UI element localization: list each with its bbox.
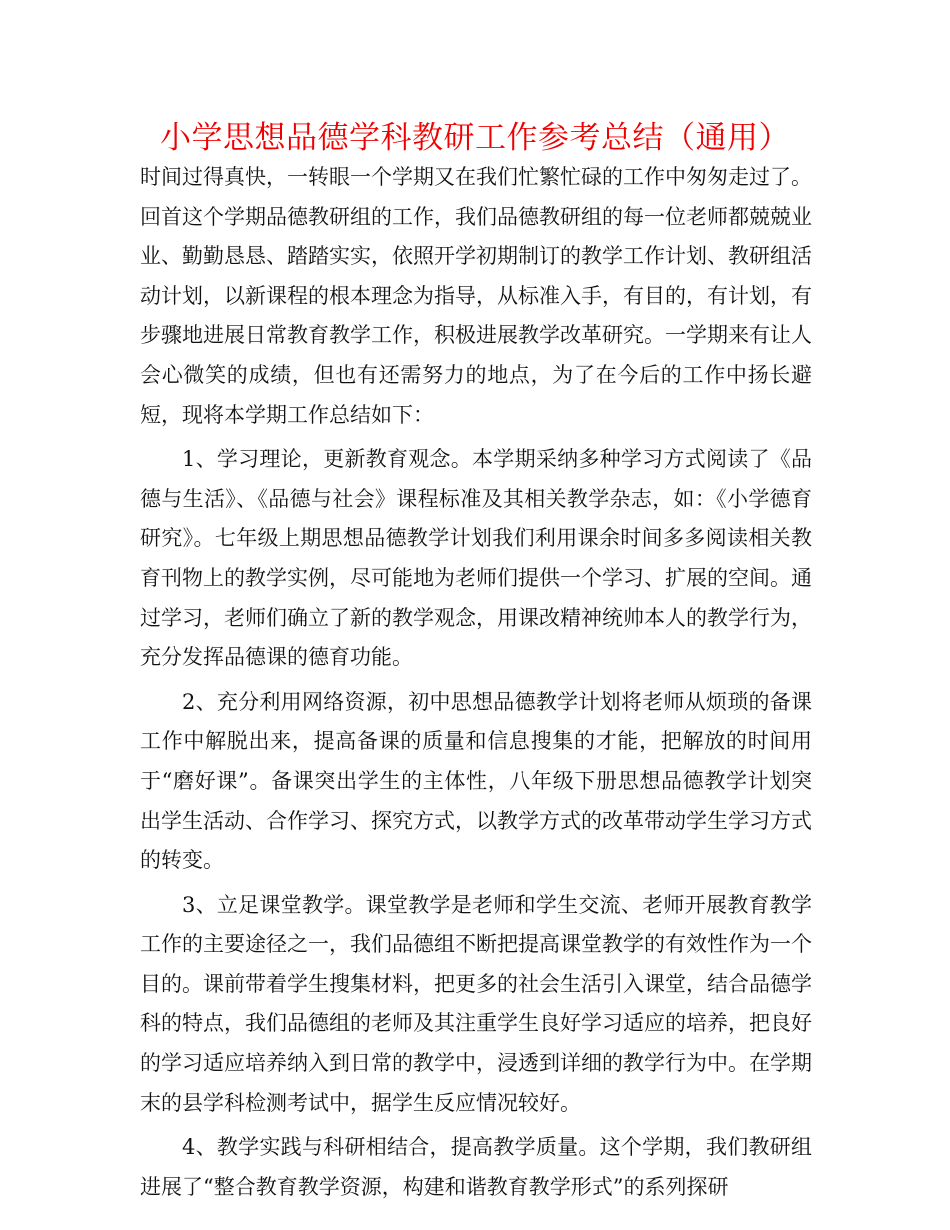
document-body [140, 158, 812, 1207]
document-title: 小学思想品德学科教研工作参考总结（通用） [160, 120, 790, 156]
intro-paragraph: 时间过得真快，一转眼一个学期又在我们忙繁忙碌的工作中匆匆走过了。回首这个学期品德教研组的工作，我们品德教研组的每一位老师都兢兢业业、勤勤恳恳、踏踏实实，依照开学初期制订的教学工作计划、教研组活动计划，以新课程的根本理念为指导，从标准入手，有目的，有计划，有步骤地进展日常教育教学工作，积极进展教学改革研究。一学期来有让人会心微笑的成绩，但也有还需努力的地点，为了在今后的工作中扬长避短，现将本学期工作总结如下： [140, 165, 812, 427]
paragraph-1: 1、学习理论，更新教育观念。本学期采纳多种学习方式阅读了《品德与生活》、《品德与社会》课程标准及其相关教学杂志，如：《小学德育研究》。七年级上期思想品德教学计划我们利用课余时间多多阅读相关教育刊物上的教学实例，尽可能地为老师们提供一个学习、扩展的空间。通过学习，老师们确立了新的教学观念，用课改精神统帅本人的教学行为，充分发挥品德课的德育功能。 [140, 447, 812, 670]
paragraph-4: 4、教学实践与科研相结合，提高教学质量。这个学期，我们教研组进展了“整合教育教学资源，构建和谐教育教学形式”的系列探研 [140, 1135, 812, 1199]
paragraph-2: 2、充分利用网络资源，初中思想品德教学计划将老师从烦琐的备课工作中解脱出来，提高备课的质量和信息搜集的才能，把解放的时间用于“磨好课”。备课突出学生的主体性，八年级下册思想品德教学计划突出学生活动、合作学习、探究方式，以教学方式的改革带动学生学习方式的转变。 [140, 689, 812, 873]
paragraph-3: 3、立足课堂教学。课堂教学是老师和学生交流、老师开展教育教学工作的主要途径之一，我们品德组不断把提高课堂教学的有效性作为一个目的。课前带着学生搜集材料，把更多的社会生活引入课堂，结合品德学科的特点，我们品德组的老师及其注重学生良好学习适应的培养，把良好的学习适应培养纳入到日常的教学中，浸透到详细的教学行为中。在学期末的县学科检测考试中，据学生反应情况较好。 [140, 892, 812, 1115]
